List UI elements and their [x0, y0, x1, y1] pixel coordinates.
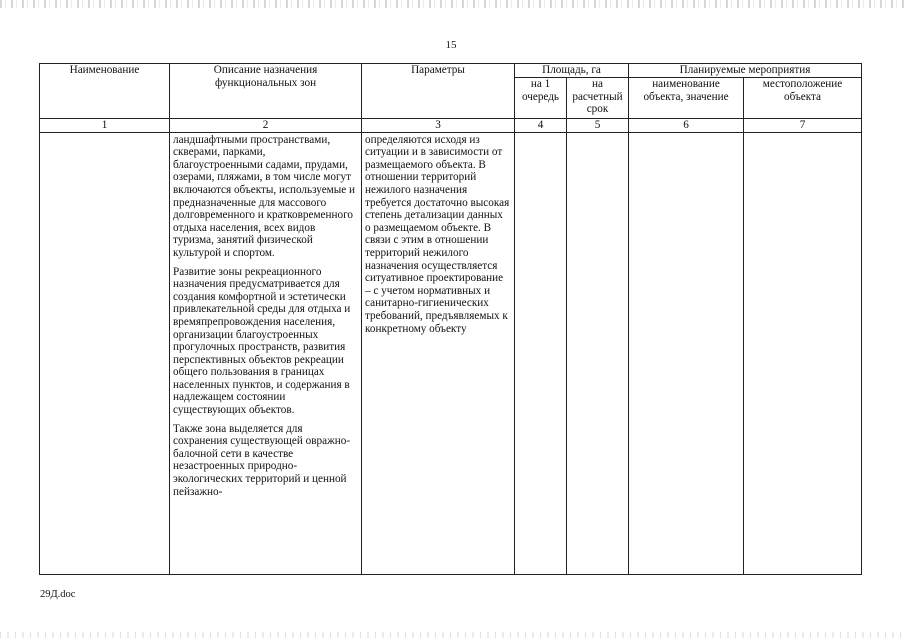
header-area-first: на 1 очередь	[515, 78, 567, 119]
cell-name	[40, 132, 170, 574]
header-planned: Планируемые мероприятия	[629, 64, 862, 78]
cell-area-first	[515, 132, 567, 574]
table-row	[40, 132, 862, 574]
cell-parameters	[362, 132, 515, 574]
column-number: 3	[362, 119, 515, 133]
cell-description	[170, 132, 362, 574]
scan-artifact-bottom	[0, 632, 905, 638]
column-number: 5	[567, 119, 629, 133]
functional-zones-table	[39, 63, 862, 575]
header-description: Описание назначения функциональных зон	[170, 64, 362, 119]
page-number: 15	[445, 39, 457, 51]
cell-planned-name	[629, 132, 744, 574]
cell-planned-location	[744, 132, 862, 574]
column-number: 4	[515, 119, 567, 133]
parameters-text: определяются исходя из ситуации и в зависимости от размещаемого объекта. В отношении территорий нежилого назначения требуется достаточно высокая степень детализации данных о размещаемом объекте. В связи с этим в отношении территорий нежилого назначения осуществляется ситуативное проектирование – с учетом нормативных и санитарно-гигиенических требований, предъявляемых к конкретному объекту	[365, 133, 510, 335]
column-number: 1	[40, 119, 170, 133]
column-number: 6	[629, 119, 744, 133]
column-number: 7	[744, 119, 862, 133]
header-parameters: Параметры	[362, 64, 515, 119]
scan-artifact-top	[0, 0, 905, 8]
header-area: Площадь, га	[515, 64, 629, 78]
column-number: 2	[170, 119, 362, 133]
header-planned-location: местоположение объекта	[744, 78, 862, 119]
description-paragraph: Также зона выделяется для сохранения существующей овражно-балочной сети в качестве незастроенных природно-экологических территорий и ценной пейзажно-	[173, 422, 351, 498]
cell-area-term	[567, 132, 629, 574]
header-row-1	[40, 64, 862, 78]
footer-filename: 29Д.doc	[40, 589, 76, 600]
description-paragraph: ландшафтными пространствами, скверами, парками, благоустроенными садами, прудами, озерами, пляжами, в том числе могут включаются объекты, используемые и предназначенные для массового долговременного и кратковременного отдыха населения, всех видов туризма, занятий физической культурой и спортом.	[173, 133, 356, 259]
header-name: Наименование	[40, 64, 170, 119]
column-number-row	[40, 119, 862, 133]
header-area-term: на расчетный срок	[567, 78, 629, 119]
description-paragraph: Развитие зоны рекреационного назначения предусматривается для создания комфортной и эстетически привлекательной среды для отдыха и времяпрепровождения населения, организации благоустроенных прогулочных пространств, развития перспективных объектов рекреации общего пользования в границах населенных пунктов, и содержания в надлежащем состоянии существующих объектов.	[173, 265, 351, 417]
header-planned-name: наименование объекта, значение	[629, 78, 744, 119]
